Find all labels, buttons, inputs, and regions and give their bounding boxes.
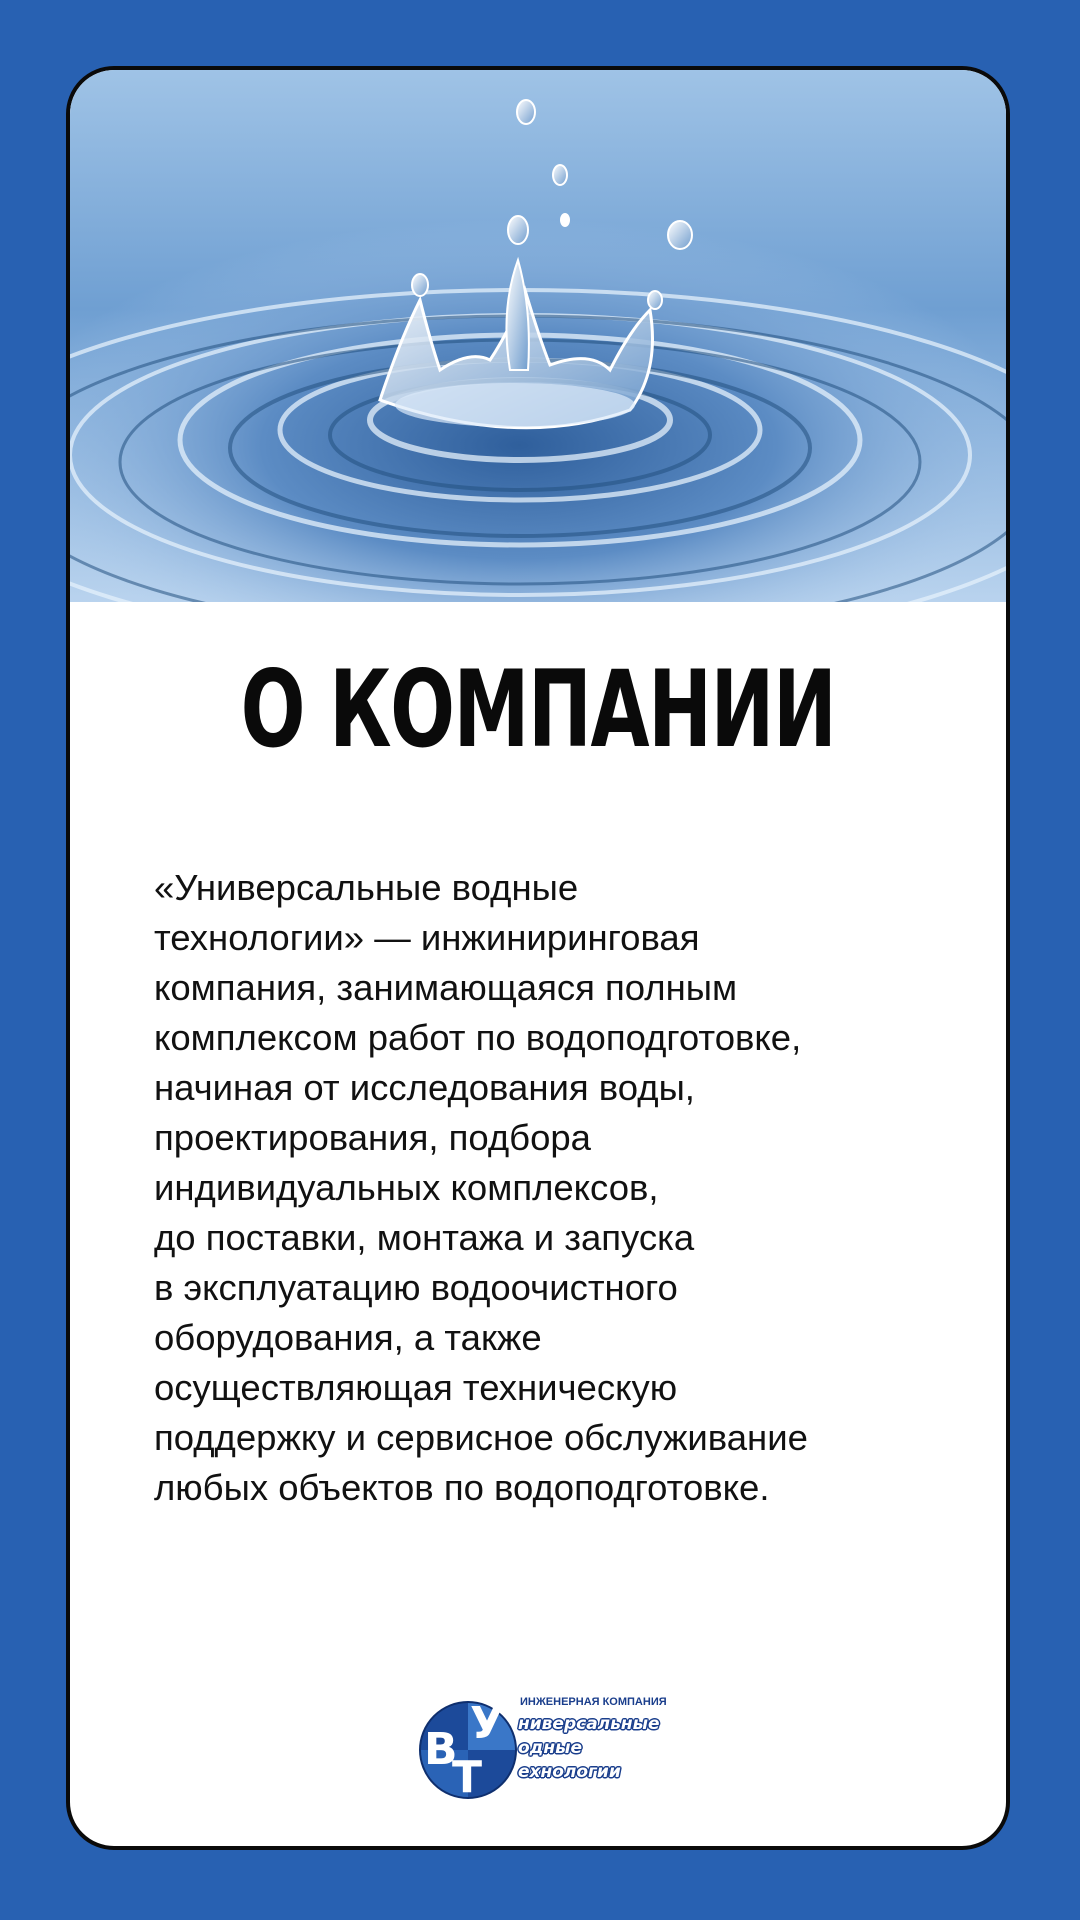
description-line: любых объектов по водоподготовке. <box>154 1467 770 1508</box>
logo-line-3: ехнологии <box>518 1762 621 1782</box>
description-line: до поставки, монтажа и запуска <box>154 1217 695 1258</box>
description-line: начиная от исследования воды, <box>154 1067 695 1108</box>
logo-line-1: ниверсальные <box>518 1714 660 1734</box>
company-description <box>154 863 944 1513</box>
description-line: поддержку и сервисное обслуживание <box>154 1417 808 1458</box>
description-line: компания, занимающаяся полным <box>154 967 738 1008</box>
description-line: оборудования, а также <box>154 1317 542 1358</box>
logo-emblem-icon <box>418 1698 518 1803</box>
logo-letter-t: Т <box>452 1752 483 1803</box>
logo-letter-v: В <box>424 1724 458 1775</box>
description-line: проектирования, подбора <box>154 1117 591 1158</box>
description-line: технологии» — инжиниринговая <box>154 917 700 958</box>
logo-line-2: одные <box>518 1738 583 1758</box>
description-line: осуществляющая техническую <box>154 1367 678 1408</box>
description-line: комплексом работ по водоподготовке, <box>154 1017 802 1058</box>
description-line: «Универсальные водные <box>154 867 579 908</box>
company-logo <box>418 1696 668 1808</box>
description-line: индивидуальных комплексов, <box>154 1167 659 1208</box>
logo-letter-u: У <box>470 1698 504 1749</box>
page-title: О КОМПАНИИ <box>240 648 836 771</box>
water-splash-image <box>70 70 1006 602</box>
logo-tagline: ИНЖЕНЕРНАЯ КОМПАНИЯ <box>520 1696 667 1708</box>
description-line: в эксплуатацию водоочистного <box>154 1267 678 1308</box>
about-card <box>66 66 1010 1850</box>
